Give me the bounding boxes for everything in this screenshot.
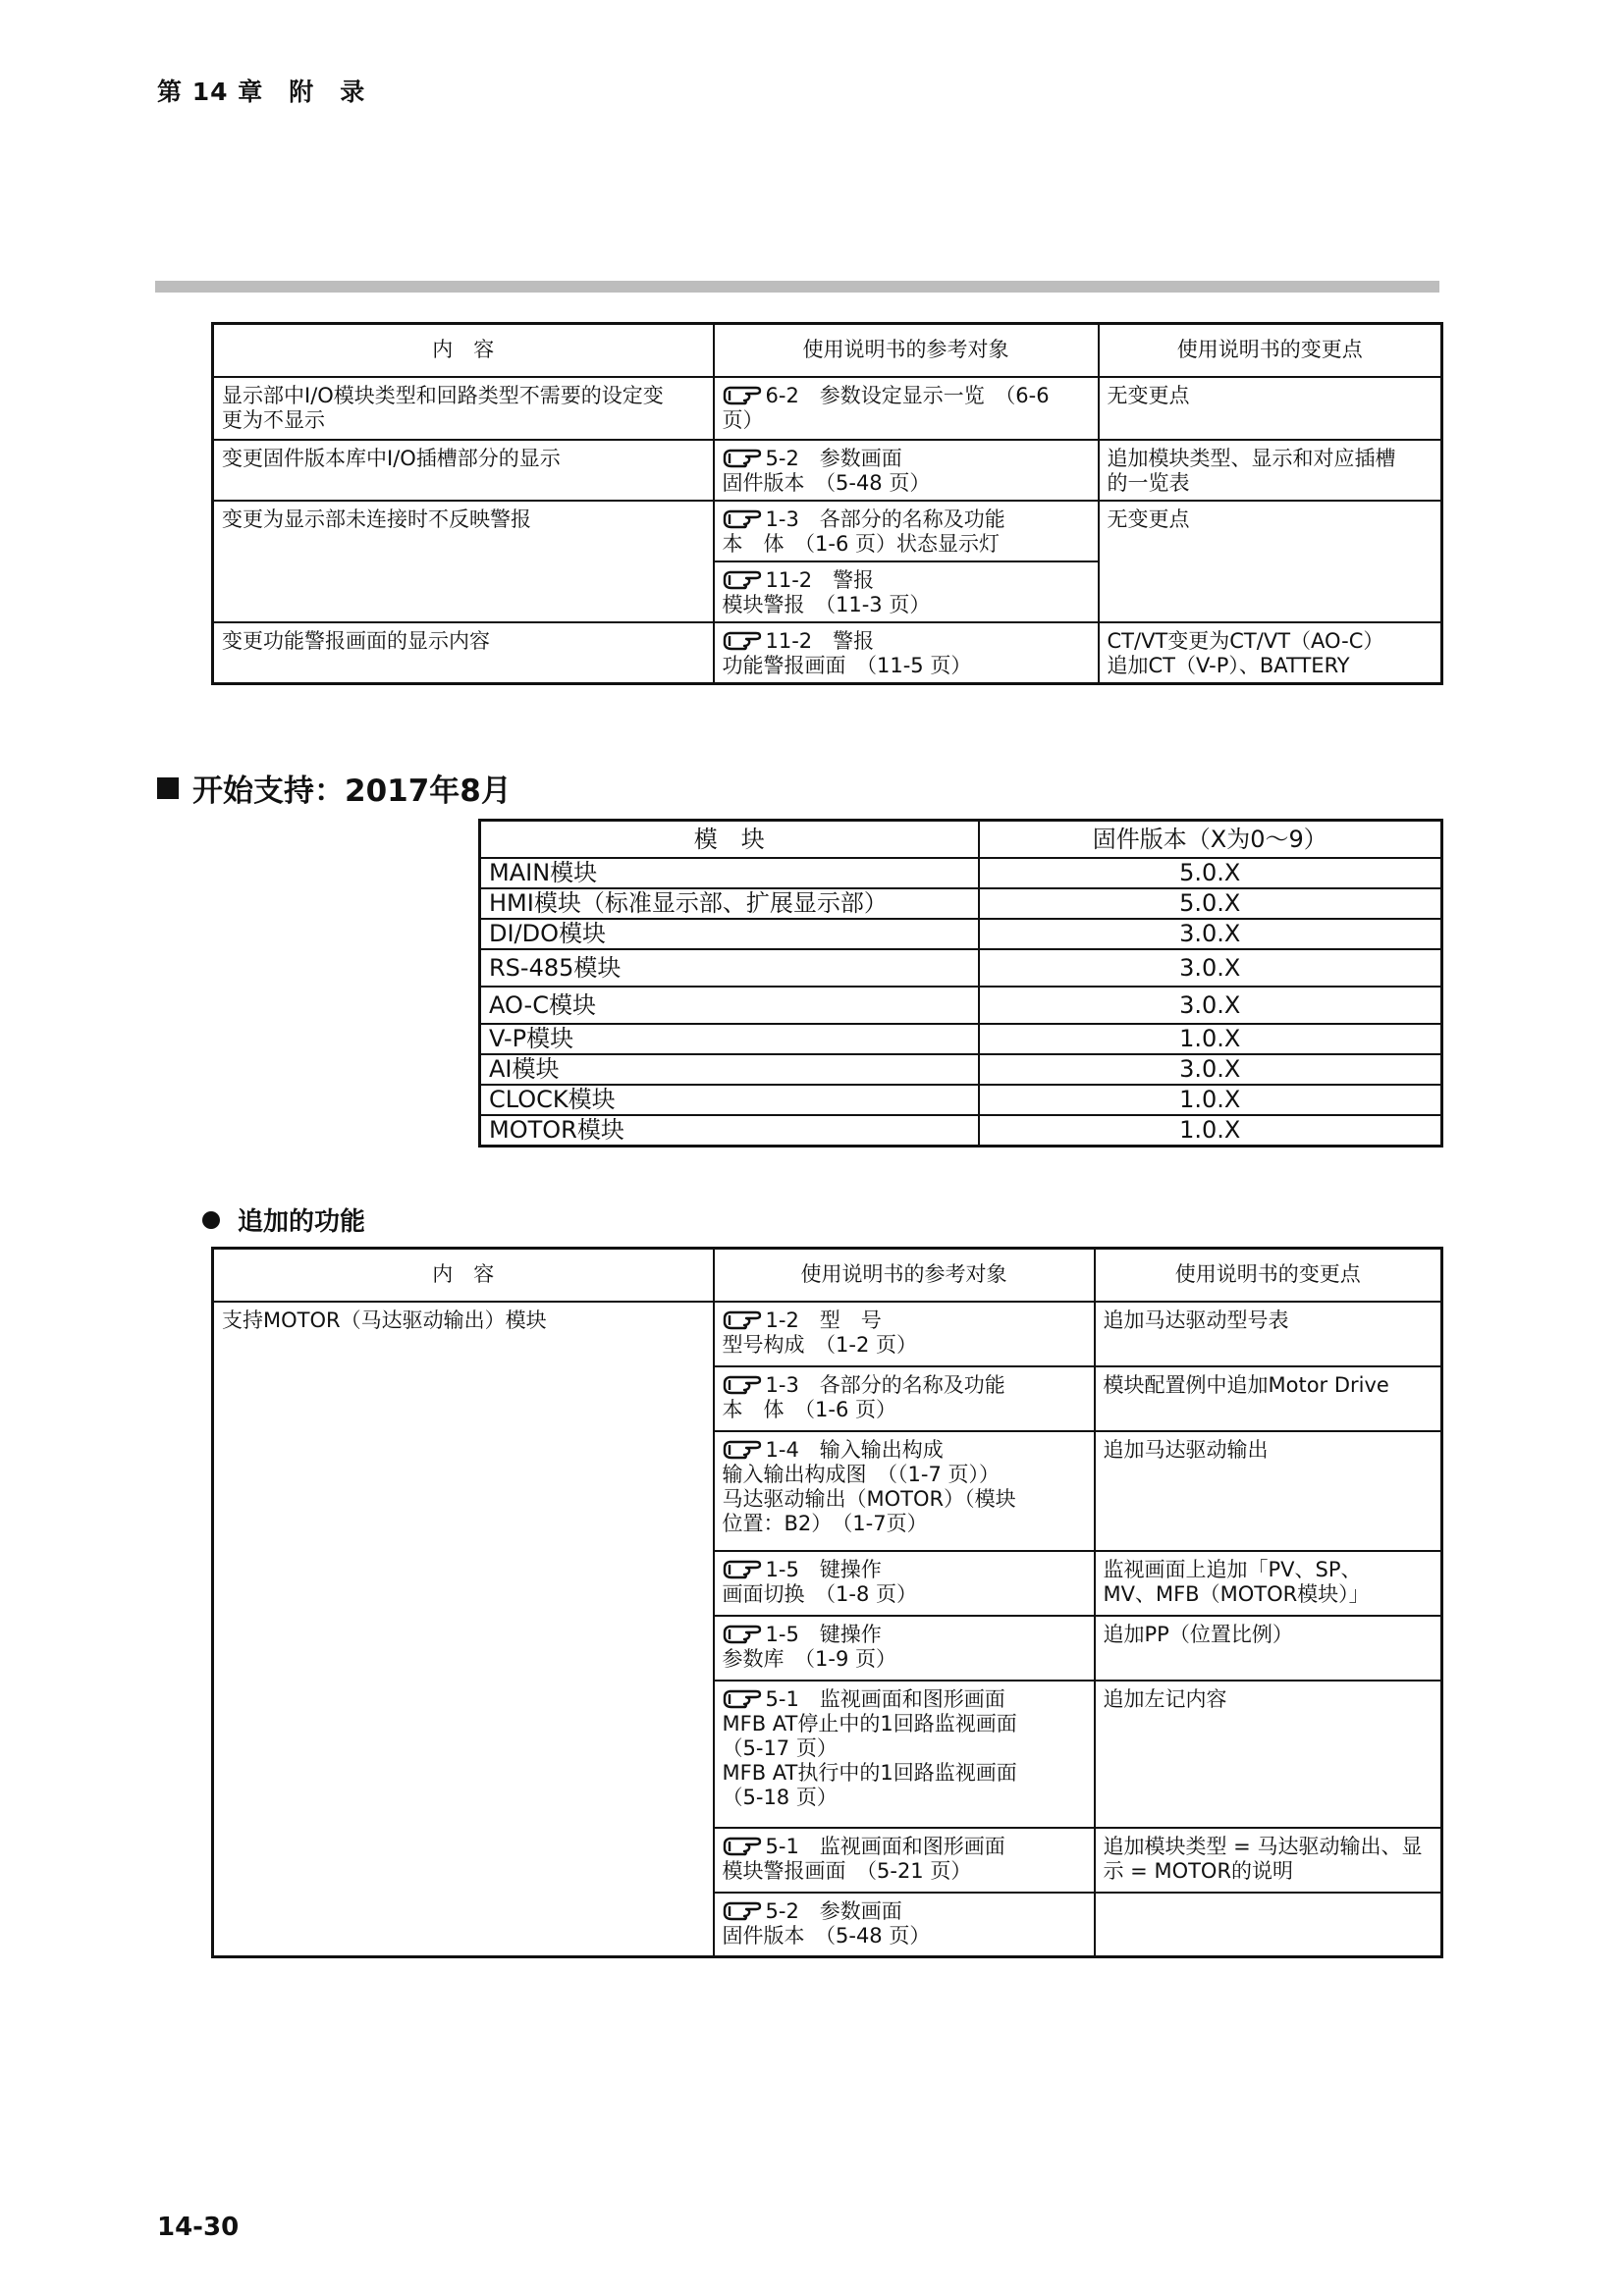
table-row xyxy=(480,1085,1442,1115)
header-rule xyxy=(155,281,1439,293)
firmware-version: 3.0.X xyxy=(979,1054,1442,1085)
change-text: CT/VT变更为CT/VT（AO-C） xyxy=(1107,628,1384,653)
pointing-hand-icon xyxy=(723,1373,762,1395)
reference-section: 11-2 警报 xyxy=(765,628,875,653)
firmware-version: 3.0.X xyxy=(979,919,1442,949)
reference-item xyxy=(723,654,1090,678)
change-cell xyxy=(1099,440,1442,501)
reference-section: 1-5 键操作 xyxy=(765,1557,882,1581)
table-body xyxy=(213,1302,1442,1957)
firmware-version: 3.0.X xyxy=(979,987,1442,1024)
reference-cell xyxy=(714,1828,1095,1893)
firmware-version-table xyxy=(478,819,1443,1148)
content-cell xyxy=(213,622,714,684)
content-text: 显示部中I/O模块类型和回路类型不需要的设定变 xyxy=(222,383,664,407)
table-body xyxy=(480,858,1442,1147)
firmware-version: 3.0.X xyxy=(979,949,1442,987)
reference-item xyxy=(723,1761,1086,1786)
reference-text: 固件版本 （5-48 页） xyxy=(722,470,931,495)
reference-item xyxy=(723,1859,1086,1884)
content-cell xyxy=(213,377,714,440)
reference-item xyxy=(723,593,1090,617)
reference-text: 固件版本 （5-48 页） xyxy=(722,1923,931,1948)
column-header: 使用说明书的参考对象 xyxy=(714,1249,1095,1302)
table-row xyxy=(480,919,1442,949)
table-header-row xyxy=(213,1249,1442,1302)
table-row xyxy=(213,622,1442,684)
table-row xyxy=(480,1115,1442,1147)
module-name: V-P模块 xyxy=(480,1024,979,1054)
change-text: MV、MFB（MOTOR模块）」 xyxy=(1103,1581,1370,1606)
reference-cell xyxy=(714,1366,1095,1431)
reference-section: 1-3 各部分的名称及功能 xyxy=(765,1372,1005,1397)
module-name: HMI模块（标准显示部、扩展显示部） xyxy=(480,888,979,919)
reference-text: 位置：B2） （1-7页） xyxy=(722,1511,928,1535)
reference-item xyxy=(723,1512,1086,1536)
change-cell xyxy=(1095,1366,1442,1431)
column-header: 内 容 xyxy=(213,324,714,377)
column-header: 使用说明书的变更点 xyxy=(1099,324,1442,377)
reference-text: 本 体 （1-6 页）状态显示灯 xyxy=(722,531,1000,556)
table-row xyxy=(480,1024,1442,1054)
reference-text: 输入输出构成图 （（1-7 页）） xyxy=(722,1462,1000,1486)
pointing-hand-icon xyxy=(723,384,762,405)
reference-item xyxy=(723,1647,1086,1672)
table-row xyxy=(480,949,1442,987)
change-cell xyxy=(1095,1681,1442,1828)
reference-item xyxy=(723,1712,1086,1736)
change-text: 追加模块类型 = 马达驱动输出、显 xyxy=(1103,1834,1423,1858)
column-header: 使用说明书的参考对象 xyxy=(714,324,1099,377)
change-text: 追加马达驱动输出 xyxy=(1103,1437,1269,1462)
firmware-version: 5.0.X xyxy=(979,888,1442,919)
reference-cell xyxy=(714,1431,1095,1551)
firmware-version: 5.0.X xyxy=(979,858,1442,888)
reference-title xyxy=(723,629,1090,654)
table-row xyxy=(480,987,1442,1024)
pointing-hand-icon xyxy=(723,1623,762,1644)
content-cell xyxy=(213,501,714,622)
reference-cell xyxy=(714,377,1099,440)
reference-title xyxy=(723,1687,1086,1712)
reference-text: MFB AT执行中的1回路监视画面 xyxy=(722,1760,1017,1785)
change-text: 追加马达驱动型号表 xyxy=(1103,1308,1289,1332)
reference-item xyxy=(723,532,1090,557)
reference-text: 型号构成 （1-2 页） xyxy=(722,1332,917,1357)
reference-text: 马达驱动输出（MOTOR）（模块 xyxy=(722,1486,1016,1511)
reference-item xyxy=(723,471,1090,496)
reference-section: 11-2 警报 xyxy=(765,567,875,592)
table-body xyxy=(213,377,1442,684)
change-text: 追加模块类型、显示和对应插槽 xyxy=(1107,446,1396,470)
module-name: MOTOR模块 xyxy=(480,1115,979,1147)
reference-section: 1-2 型 号 xyxy=(765,1308,882,1332)
pointing-hand-icon xyxy=(723,1438,762,1460)
changes-table-1 xyxy=(211,322,1443,685)
reference-text: 本 体 （1-6 页） xyxy=(722,1397,896,1421)
reference-cell xyxy=(714,1551,1095,1616)
reference-title xyxy=(723,1899,1086,1924)
module-name: MAIN模块 xyxy=(480,858,979,888)
table-row xyxy=(213,1302,1442,1366)
change-cell xyxy=(1095,1616,1442,1681)
square-bullet-icon xyxy=(157,777,179,799)
change-cell xyxy=(1095,1893,1442,1957)
reference-title xyxy=(723,1373,1086,1398)
module-name: AO-C模块 xyxy=(480,987,979,1024)
reference-text: 模块警报画面 （5-21 页） xyxy=(722,1858,972,1883)
pointing-hand-icon xyxy=(723,507,762,529)
pointing-hand-icon xyxy=(723,1308,762,1330)
pointing-hand-icon xyxy=(723,1899,762,1921)
column-header: 内 容 xyxy=(213,1249,714,1302)
module-name: CLOCK模块 xyxy=(480,1085,979,1115)
page-number: 14-30 xyxy=(157,2213,240,2242)
reference-section: 1-4 输入输出构成 xyxy=(765,1437,944,1462)
reference-section: 1-3 各部分的名称及功能 xyxy=(765,507,1005,531)
reference-text: 功能警报画面 （11-5 页） xyxy=(722,653,972,677)
reference-title xyxy=(723,1623,1086,1647)
reference-section: 6-2 参数设定显示一览 （6-6 xyxy=(765,383,1050,407)
change-text: 示 = MOTOR的说明 xyxy=(1103,1858,1294,1883)
reference-item xyxy=(723,1786,1086,1810)
reference-item xyxy=(723,1924,1086,1949)
change-text: 模块配置例中追加Motor Drive xyxy=(1103,1372,1389,1397)
reference-text: 参数库 （1-9 页） xyxy=(722,1646,896,1671)
reference-section: 5-2 参数画面 xyxy=(765,1898,902,1923)
change-cell xyxy=(1099,501,1442,622)
pointing-hand-icon xyxy=(723,1835,762,1856)
content-text: 变更功能警报画面的显示内容 xyxy=(222,628,490,653)
reference-item xyxy=(723,1333,1086,1358)
reference-title xyxy=(723,1308,1086,1333)
module-name: DI/DO模块 xyxy=(480,919,979,949)
pointing-hand-icon xyxy=(723,447,762,468)
reference-title xyxy=(723,1438,1086,1463)
table-row xyxy=(213,501,1442,561)
content-text: 变更固件版本库中I/O插槽部分的显示 xyxy=(222,446,561,470)
reference-title xyxy=(723,1558,1086,1582)
change-text: 监视画面上追加「PV、SP、 xyxy=(1103,1557,1362,1581)
bullet-dot-icon xyxy=(202,1211,220,1229)
section-heading xyxy=(157,766,512,810)
reference-title xyxy=(723,447,1090,471)
subsection-title: 追加的功能 xyxy=(238,1207,366,1237)
reference-item xyxy=(723,1398,1086,1422)
section-title: 开始支持：2017年8月 xyxy=(192,774,512,809)
change-cell xyxy=(1099,377,1442,440)
change-cell xyxy=(1095,1551,1442,1616)
added-functions-table xyxy=(211,1247,1443,1958)
column-header: 固件版本（X为0～9） xyxy=(979,821,1442,859)
reference-text: （5-17 页） xyxy=(722,1735,838,1760)
reference-item xyxy=(723,408,1090,433)
change-cell xyxy=(1099,622,1442,684)
reference-section: 5-1 监视画面和图形画面 xyxy=(765,1686,1005,1711)
subsection-heading xyxy=(202,1201,365,1238)
change-cell xyxy=(1095,1431,1442,1551)
reference-section: 5-1 监视画面和图形画面 xyxy=(765,1834,1005,1858)
table-row xyxy=(480,1054,1442,1085)
reference-section: 5-2 参数画面 xyxy=(765,446,902,470)
change-text: 无变更点 xyxy=(1107,383,1190,407)
reference-title xyxy=(723,568,1090,593)
reference-cell xyxy=(714,501,1099,561)
change-text: 追加PP（位置比例） xyxy=(1103,1622,1293,1646)
change-text: 追加左记内容 xyxy=(1103,1686,1227,1711)
reference-cell xyxy=(714,1681,1095,1828)
table-row xyxy=(213,440,1442,501)
reference-text: 模块警报 （11-3 页） xyxy=(722,592,931,616)
pointing-hand-icon xyxy=(723,629,762,651)
change-text: 追加CT（V-P）、BATTERY xyxy=(1107,653,1350,677)
chapter-heading: 第 14 章 附 录 xyxy=(157,78,366,106)
change-text: 无变更点 xyxy=(1107,507,1190,531)
change-text: 的一览表 xyxy=(1107,470,1190,495)
change-cell xyxy=(1095,1828,1442,1893)
reference-title xyxy=(723,1835,1086,1859)
firmware-version: 1.0.X xyxy=(979,1115,1442,1147)
firmware-version: 1.0.X xyxy=(979,1024,1442,1054)
module-name: AI模块 xyxy=(480,1054,979,1085)
reference-item xyxy=(723,1736,1086,1761)
table-header-row xyxy=(213,324,1442,377)
content-cell xyxy=(213,440,714,501)
reference-text: 页） xyxy=(722,407,764,432)
reference-cell xyxy=(714,1893,1095,1957)
reference-item xyxy=(723,1463,1086,1487)
content-text: 更为不显示 xyxy=(222,407,325,432)
content-text: 变更为显示部未连接时不反映警报 xyxy=(222,507,531,531)
reference-cell xyxy=(714,440,1099,501)
reference-text: 画面切换 （1-8 页） xyxy=(722,1581,917,1606)
reference-item xyxy=(723,1487,1086,1512)
reference-item xyxy=(723,1582,1086,1607)
column-header: 模 块 xyxy=(480,821,979,859)
column-header: 使用说明书的变更点 xyxy=(1095,1249,1442,1302)
change-cell xyxy=(1095,1302,1442,1366)
table-row xyxy=(480,858,1442,888)
table-row xyxy=(480,888,1442,919)
module-name: RS-485模块 xyxy=(480,949,979,987)
reference-cell xyxy=(714,561,1099,622)
pointing-hand-icon xyxy=(723,1558,762,1579)
table-row xyxy=(213,377,1442,440)
reference-section: 1-5 键操作 xyxy=(765,1622,882,1646)
table-header-row xyxy=(480,821,1442,859)
pointing-hand-icon xyxy=(723,568,762,590)
firmware-version: 1.0.X xyxy=(979,1085,1442,1115)
pointing-hand-icon xyxy=(723,1687,762,1709)
reference-cell xyxy=(714,1302,1095,1366)
reference-text: （5-18 页） xyxy=(722,1785,838,1809)
reference-title xyxy=(723,384,1090,408)
reference-cell xyxy=(714,622,1099,684)
reference-title xyxy=(723,507,1090,532)
reference-cell xyxy=(714,1616,1095,1681)
reference-text: MFB AT停止中的1回路监视画面 xyxy=(722,1711,1017,1735)
content-cell: 支持MOTOR（马达驱动输出）模块 xyxy=(213,1302,714,1957)
